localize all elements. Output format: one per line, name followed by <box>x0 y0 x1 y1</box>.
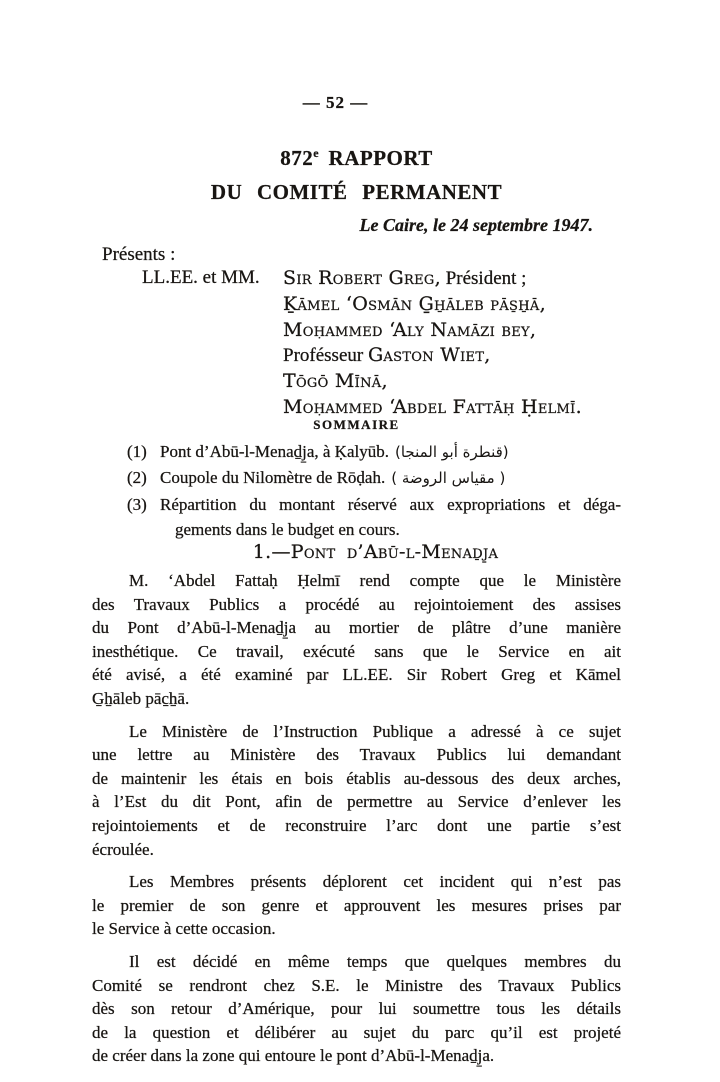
dateline: Le Caire, le 24 septembre 1947. <box>359 215 593 235</box>
member-line <box>283 318 665 344</box>
member-name-smallcaps: Tōgō Mīnā, <box>283 370 388 393</box>
report-title <box>92 136 621 209</box>
report-ordinal: e <box>313 146 319 160</box>
sommaire-item-text: Coupole du Nilomètre de Rōḍah. <box>160 468 386 488</box>
paragraph <box>92 950 621 1068</box>
report-number: 872 <box>280 146 314 170</box>
paragraph-line: une lettre au Ministère des Travaux Publics lui demandant <box>92 745 621 765</box>
member-name-smallcaps: Gaston Wiet, <box>367 344 491 367</box>
paragraph-line: de maintenir les étais en bois établis au-dessous des deux arches, <box>92 768 621 788</box>
sommaire-item-arabic: ( مقياس الروضة ) <box>391 469 506 488</box>
paragraph <box>92 870 621 941</box>
sommaire-item-text: Pont d’Abū-l-Menaḏj̱a, à Ḳalyūb. <box>160 442 389 461</box>
sommaire-item-continuation: gements dans le budget en cours. <box>175 519 400 539</box>
member-name-smallcaps: Ḵāmel ʻOsmān G̱ẖāleb pās̱ẖā, <box>283 292 546 315</box>
report-subtitle: DU COMITÉ PERMANENT <box>210 180 503 204</box>
sommaire-item <box>127 439 621 465</box>
paragraph-line: des Travaux Publics a procédé au rejointoiement des assises <box>92 594 621 614</box>
paragraph-line: Il est décidé en même temps que quelques membres du <box>129 951 621 971</box>
member-plain-after: Président ; <box>440 268 527 289</box>
paragraph-line: été avisé, a été examiné par LL.EE. Sir Robert Greg et Kāmel <box>92 665 621 685</box>
paragraph-line: à l’Est du dit Pont, afin de permettre au Service d’enlever les <box>92 792 621 812</box>
member-name-smallcaps: Moḥammed ʻAly Namāzi bey, <box>283 318 537 341</box>
sommaire-item-body <box>160 439 621 465</box>
sommaire-item-text: Répartition du montant réservé aux expropriations et déga- <box>160 494 621 514</box>
paragraph-line: inesthétique. Ce travail, exécuté sans que le Service en ait <box>92 641 621 661</box>
paragraphs <box>92 569 621 1077</box>
paragraph-line: écroulée. <box>92 839 154 859</box>
sommaire-item-number: (2) <box>127 468 147 488</box>
sommaire-item-body <box>160 492 621 543</box>
sommaire-title: SOMMAIRE <box>313 417 400 432</box>
sommaire-item-arabic: (قنطرة أبو المنجا) <box>394 443 509 461</box>
sommaire-item-body <box>160 465 621 491</box>
sommaire-item <box>127 465 621 491</box>
paragraph-line: Le Ministère de l’Instruction Publique a adressé à ce sujet <box>129 721 621 741</box>
paragraph-line: de la question et délibérer au sujet du parc qu’il est projeté <box>92 1022 621 1042</box>
member-line <box>283 369 665 395</box>
sommaire-item-number: (3) <box>127 494 147 514</box>
member-line <box>283 343 665 369</box>
sommaire-item-main <box>160 492 621 517</box>
report-word: RAPPORT <box>328 146 433 170</box>
member-name-smallcaps: Sir Robert Greg, <box>283 267 441 289</box>
sommaire-item <box>127 492 621 543</box>
paragraph-line: du Pont d’Abū-l-Menaḏj̱a au mortier de plâtre d’une manière <box>92 618 621 638</box>
presents-label: Présents : <box>102 244 176 265</box>
section-heading: 1.—Pont d’Abū-l-Menaḏj̱a <box>252 541 499 563</box>
sommaire-item-main <box>160 439 621 465</box>
page-number: — 52 — <box>302 93 369 112</box>
paragraph-line: M. ʻAbdel Fattaḥ Ḥelmī rend compte que le Ministère <box>129 571 621 590</box>
paragraph <box>92 569 621 711</box>
sommaire-item-number: (1) <box>127 442 147 461</box>
sommaire-item-main <box>160 465 621 491</box>
paragraph-line: rejointoiements et de reconstruire l’arc dont une partie s’est <box>92 815 621 835</box>
paragraph <box>92 720 621 862</box>
paragraph-line: Comité se rendront chez S.E. le Ministre des Travaux Publics <box>92 975 621 995</box>
member-line <box>283 292 665 318</box>
paragraph-line: dès son retour d’Amérique, pour lui soumettre tous les détails <box>92 999 621 1019</box>
paragraph-line: le Service à cette occasion. <box>92 919 276 939</box>
member-name-smallcaps: Moḥammed ʻAbdel Fattāḥ Ḥelmī. <box>283 395 582 418</box>
paragraph-line: G̱ẖāleb pāc̱ẖā. <box>92 688 190 708</box>
report-title-line1 <box>92 136 621 175</box>
paragraph-line: le premier de son genre et approuvent les mesures prises par <box>92 895 621 915</box>
member-line <box>283 266 665 292</box>
presents-row <box>142 266 665 421</box>
sommaire-list <box>127 439 621 542</box>
members-list <box>283 266 665 421</box>
member-plain-before: Profésseur <box>283 345 368 367</box>
paragraph-line: Les Membres présents déplorent cet incident qui n’est pas <box>129 872 621 892</box>
presents-prefix: LL.EE. et MM. <box>142 267 260 288</box>
paragraph-line: de créer dans la zone qui entoure le pont d’Abū-l-Menaḏj̱a. <box>92 1046 495 1066</box>
